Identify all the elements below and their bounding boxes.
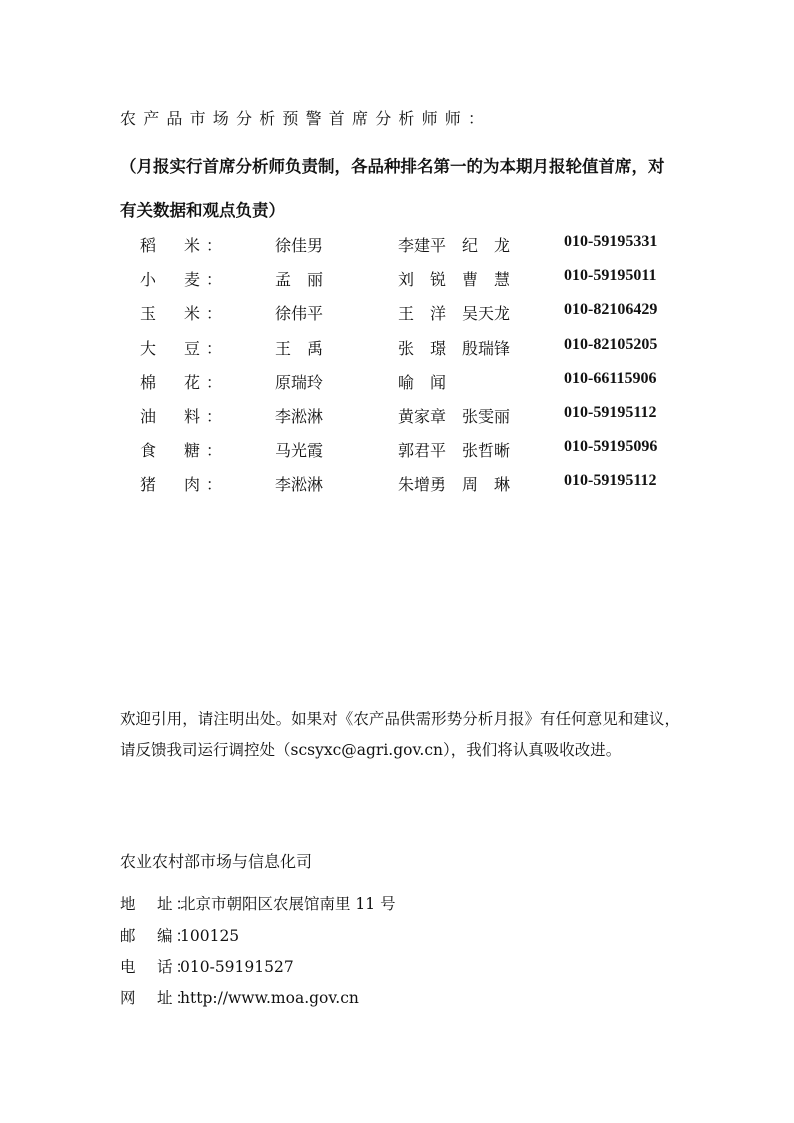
- contact-value[interactable]: http://www.moa.gov.cn: [180, 989, 359, 1007]
- chief-analyst: 马光霞: [275, 441, 324, 460]
- phone-number: 010-59195096: [564, 438, 658, 455]
- chief-analyst: 李淞淋: [275, 407, 324, 426]
- phone-number: 010-82106429: [564, 301, 658, 318]
- feedback-paragraph: 欢迎引用，请注明出处。如果对《农产品供需形势分析月报》有任何意见和建议，请反馈我司运行调控处（scsyxc@agri.gov.cn），我们将认真吸收改进。: [120, 710, 680, 759]
- phone-number: 010-82105205: [564, 336, 658, 353]
- team-analysts: 朱增勇 周 琳: [398, 475, 511, 494]
- contact-value: 北京市朝阳区农展馆南里 11 号: [180, 895, 396, 913]
- team-analysts: 郭君平 张哲晰: [398, 441, 511, 460]
- chief-analyst: 徐佳男: [275, 236, 324, 255]
- contact-value: 100125: [180, 927, 240, 945]
- contact-label: 电 话：: [120, 958, 195, 976]
- contact-postcode: [120, 924, 239, 948]
- phone-number: 010-66115906: [564, 370, 657, 387]
- variety-label: 稻 米：: [140, 236, 229, 255]
- contact-label: 地 址：: [120, 895, 195, 913]
- team-analysts: 王 洋 吴天龙: [398, 304, 511, 323]
- variety-label: 猪 肉：: [140, 475, 229, 494]
- variety-label: 油 料：: [140, 407, 229, 426]
- phone-number: 010-59195331: [564, 233, 658, 250]
- contact-website: [120, 986, 359, 1010]
- variety-label: 大 豆：: [140, 339, 229, 358]
- chief-analyst: 原瑞玲: [275, 373, 324, 392]
- chief-analyst: 孟 丽: [275, 270, 324, 289]
- team-analysts: 刘 锐 曹 慧: [398, 270, 511, 289]
- responsibility-note: （月报实行首席分析师负责制，各品种排名第一的为本期月报轮值首席，对有关数据和观点负责）: [120, 157, 665, 220]
- variety-label: 食 糖：: [140, 441, 229, 460]
- variety-label: 小 麦：: [140, 270, 229, 289]
- department-name: 农业农村部市场与信息化司: [120, 852, 313, 871]
- contact-address: [120, 892, 396, 916]
- variety-label: 玉 米：: [140, 304, 229, 323]
- phone-number: 010-59195112: [564, 472, 657, 489]
- variety-label: 棉 花：: [140, 373, 229, 392]
- contact-label: 邮 编：: [120, 927, 195, 945]
- contact-phone: [120, 955, 294, 979]
- team-analysts: 李建平 纪 龙: [398, 236, 511, 255]
- chief-analyst: 李淞淋: [275, 475, 324, 494]
- contact-label: 网 址：: [120, 989, 195, 1007]
- phone-number: 010-59195112: [564, 404, 657, 421]
- team-analysts: 黄家章 张雯丽: [398, 407, 511, 426]
- team-analysts: 张 璟 殷瑞锋: [398, 339, 511, 358]
- contact-value: 010-59191527: [180, 958, 294, 976]
- chief-analyst: 徐伟平: [275, 304, 324, 323]
- chief-analyst: 王 禹: [275, 339, 324, 358]
- phone-number: 010-59195011: [564, 267, 657, 284]
- team-analysts: 喻 闻: [398, 373, 447, 392]
- page-title: 农产品市场分析预警首席分析师师：: [120, 109, 492, 128]
